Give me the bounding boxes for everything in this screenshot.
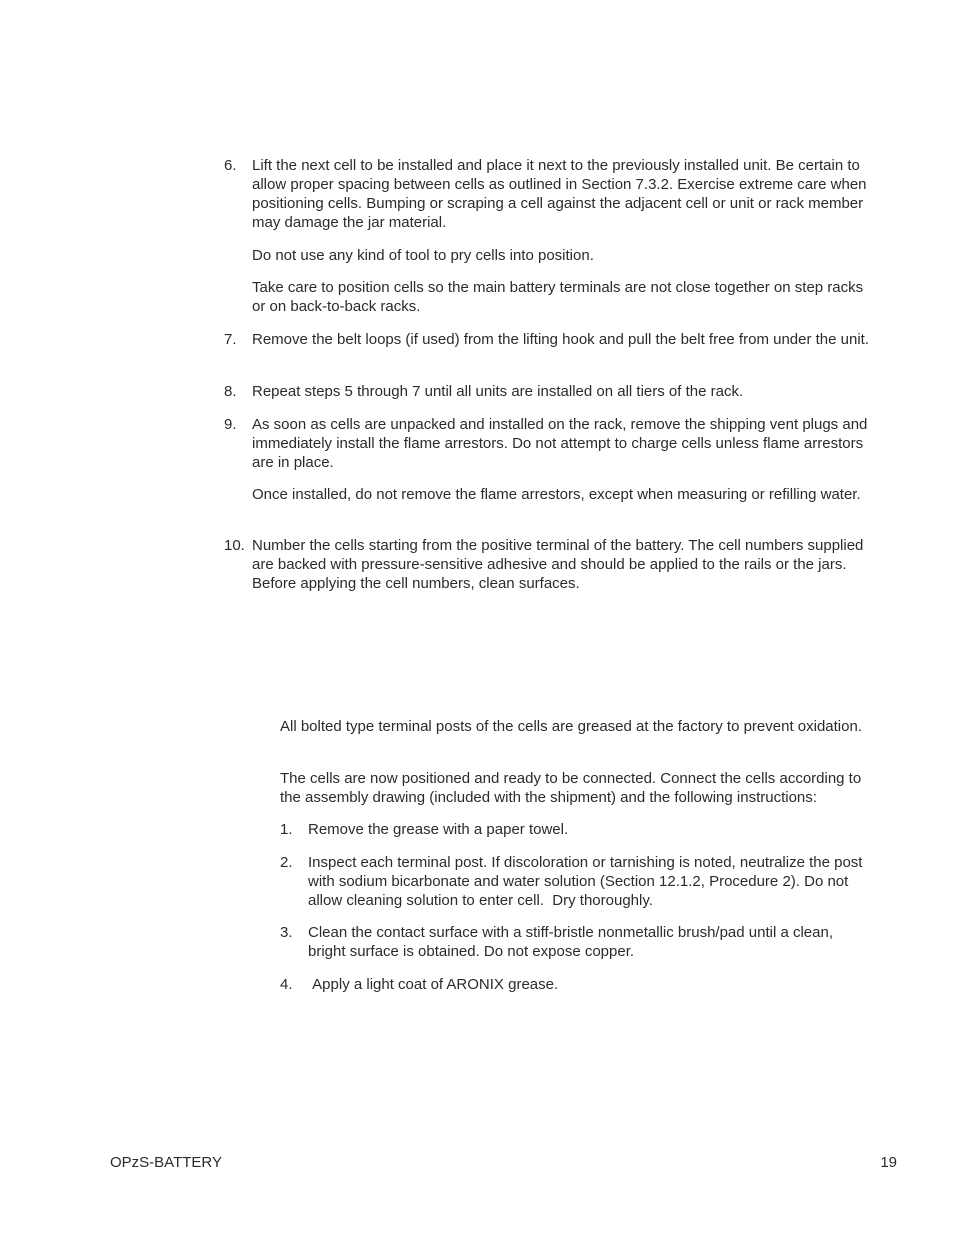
step-text: Number the cells starting from the positive terminal of the battery. The cell numbers supplied are backed with pressure-sensitive adhesive and should be applied to the rails or the jars. Before applying the cell numbers, clean surfaces. xyxy=(252,537,864,592)
step-7 xyxy=(224,330,874,349)
step-number: 10. xyxy=(224,537,245,554)
step-text: Apply a light coat of ARONIX grease. xyxy=(308,976,559,993)
step-number: 9. xyxy=(224,416,237,433)
step-number: 6. xyxy=(224,157,237,174)
paragraph: All bolted type terminal posts of the cells are greased at the factory to prevent oxidation. xyxy=(280,718,862,735)
step-number: 7. xyxy=(224,331,237,348)
step-text: Do not use any kind of tool to pry cells into position. xyxy=(252,247,594,264)
step-number: 4. xyxy=(280,976,293,993)
step-text: Once installed, do not remove the flame arrestors, except when measuring or refilling water. xyxy=(252,486,861,503)
step-10 xyxy=(224,536,874,593)
section-b-intro-2 xyxy=(280,769,874,807)
step-text: Take care to position cells so the main battery terminals are not close together on step racks or on back-to-back racks. xyxy=(252,279,864,315)
connect-step-2 xyxy=(280,853,874,910)
step-9-note-1 xyxy=(252,485,874,504)
step-text: Inspect each terminal post. If discoloration or tarnishing is noted, neutralize the post with sodium bicarbonate and water solution (Section 12.1.2, Procedure 2). Do not allow cleaning solution to enter cell. Dry thoroughly. xyxy=(308,854,867,909)
page-number: 19 xyxy=(880,1154,897,1171)
step-number: 2. xyxy=(280,854,293,871)
step-text: Remove the belt loops (if used) from the lifting hook and pull the belt free from under the unit. xyxy=(252,331,870,348)
step-text: Lift the next cell to be installed and place it next to the previously installed unit. Be certain to allow proper spacing between cells as outlined in Section 7.3.2. Exercise extreme care when positioning cells. Bumping or scraping a cell against the adjacent cell or unit or rack member may damage the jar material. xyxy=(252,157,867,231)
step-6-note-1 xyxy=(252,246,874,265)
step-number: 1. xyxy=(280,821,293,838)
step-text: Remove the grease with a paper towel. xyxy=(308,821,569,838)
step-text: Clean the contact surface with a stiff-bristle nonmetallic brush/pad until a clean, bright surface is obtained. Do not expose copper. xyxy=(308,924,833,960)
step-6-note-2 xyxy=(252,278,874,316)
connect-step-1 xyxy=(280,820,874,839)
step-text: As soon as cells are unpacked and installed on the rack, remove the shipping vent plugs and immediately install the flame arrestors. Do not attempt to charge cells unless flame arrestors are in place. xyxy=(252,416,868,471)
footer-doc-title: OPzS-BATTERY xyxy=(110,1154,222,1171)
step-8 xyxy=(224,382,874,401)
step-6 xyxy=(224,156,874,232)
step-9 xyxy=(224,415,874,472)
step-text: Repeat steps 5 through 7 until all units are installed on all tiers of the rack. xyxy=(252,383,744,400)
section-b-intro-1 xyxy=(280,717,874,736)
connect-step-3 xyxy=(280,923,874,961)
connect-step-4 xyxy=(280,975,874,994)
step-number: 3. xyxy=(280,924,293,941)
step-number: 8. xyxy=(224,383,237,400)
paragraph: The cells are now positioned and ready to be connected. Connect the cells according to the assembly drawing (included with the shipment) and the following instructions: xyxy=(280,770,862,806)
